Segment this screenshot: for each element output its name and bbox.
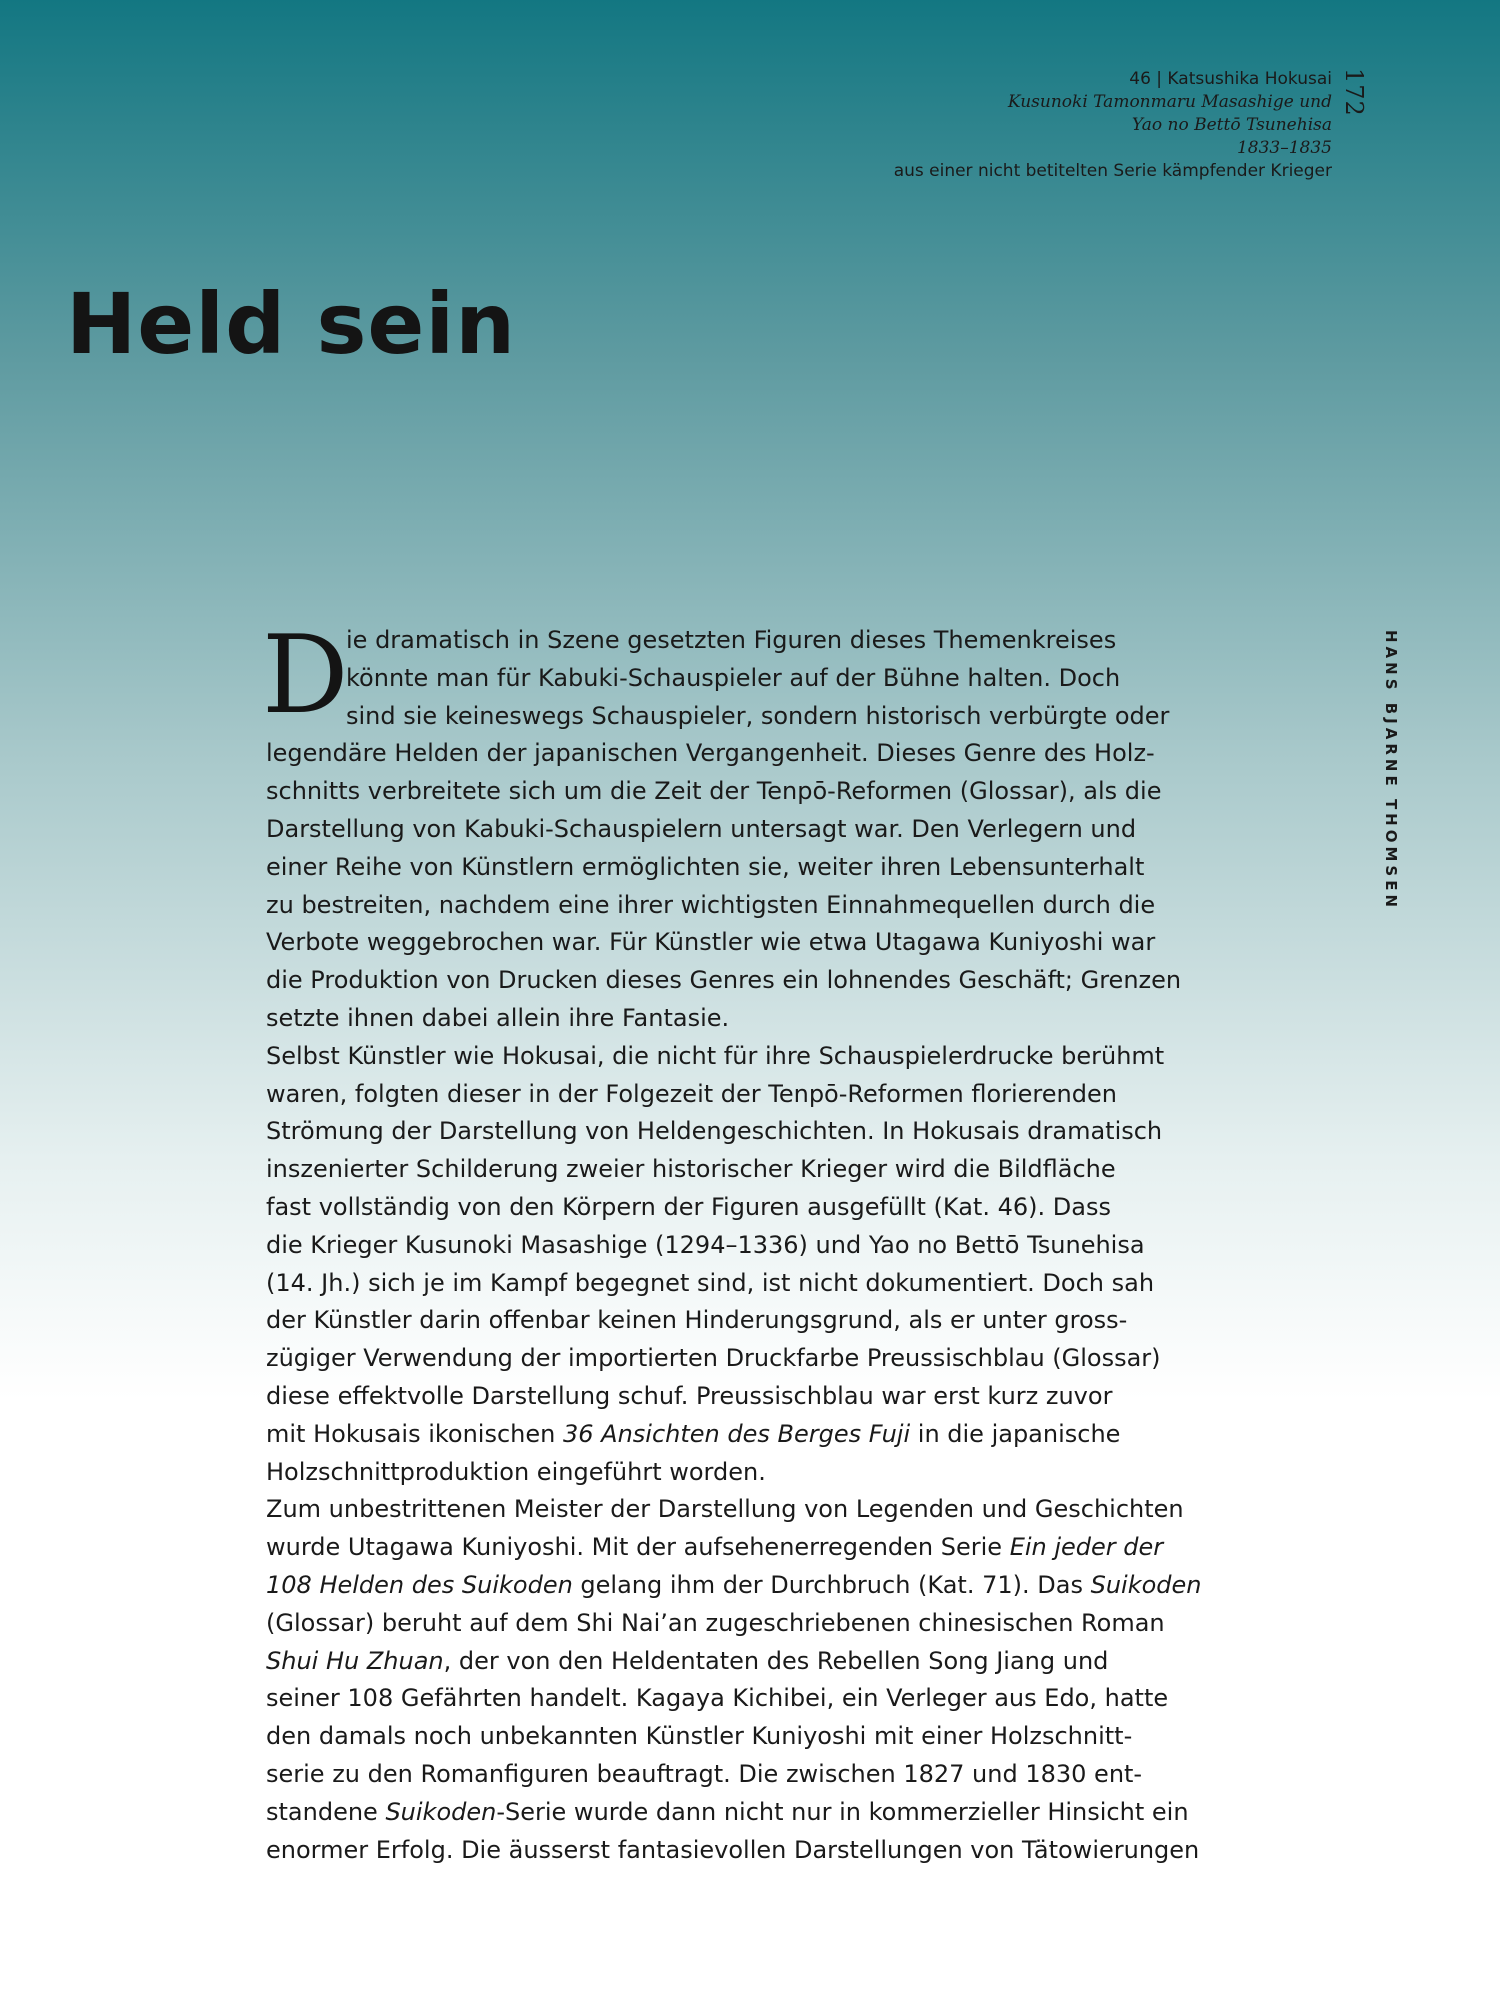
caption-title-line-1: Kusunoki Tamonmaru Masashige und xyxy=(1007,92,1332,112)
text-run: standene xyxy=(266,1797,386,1826)
book-title: 36 Ansichten des Berges Fuji xyxy=(563,1419,911,1448)
body-line: schnitts verbreitete sich um die Zeit der Tenpō-Reformen (Glossar), als die xyxy=(266,777,1162,806)
body-line: Darstellung von Kabuki-Schauspielern untersagt war. Den Verlegern und xyxy=(266,814,1137,843)
body-line: fast vollständig von den Körpern der Figuren ausgefüllt (Kat. 46). Dass xyxy=(266,1192,1111,1221)
author-name: HANS BJARNE THOMSEN xyxy=(1382,630,1400,912)
body-line: die Produktion von Drucken dieses Genres ein lohnendes Geschäft; Grenzen xyxy=(266,966,1182,995)
text-run: gelang ihm der Durchbruch (Kat. 71). Das xyxy=(572,1570,1091,1599)
body-line: die Krieger Kusunoki Masashige (1294–1336) und Yao no Bettō Tsunehisa xyxy=(266,1230,1145,1259)
body-line: zügiger Verwendung der importierten Druckfarbe Preussischblau (Glossar) xyxy=(266,1344,1161,1373)
body-line: den damals noch unbekannten Künstler Kuniyoshi mit einer Holzschnitt- xyxy=(266,1722,1133,1751)
text-run: in die japanische xyxy=(910,1419,1121,1448)
body-line: waren, folgten dieser in der Folgezeit der Tenpō-Reformen florierenden xyxy=(266,1079,1117,1108)
work-title: Suikoden xyxy=(385,1797,497,1826)
work-title: Suikoden xyxy=(1090,1570,1202,1599)
body-line: diese effektvolle Darstellung schuf. Preussischblau war erst kurz zuvor xyxy=(266,1381,1113,1410)
page-number: 172 xyxy=(1340,68,1368,117)
text-run: mit Hokusais ikonischen xyxy=(266,1419,563,1448)
drop-cap: D xyxy=(262,613,349,738)
body-line: sind sie keineswegs Schauspieler, sondern historisch verbürgte oder xyxy=(346,701,1170,730)
body-line: enormer Erfolg. Die äusserst fantasievollen Darstellungen von Tätowierungen xyxy=(266,1835,1200,1864)
page-title: Held sein xyxy=(66,275,516,373)
body-line: Zum unbestrittenen Meister der Darstellung von Legenden und Geschichten xyxy=(266,1495,1184,1524)
body-line: legendäre Helden der japanischen Vergangenheit. Dieses Genre des Holz- xyxy=(266,739,1155,768)
body-line: einer Reihe von Künstlern ermöglichten sie, weiter ihren Lebensunterhalt xyxy=(266,852,1145,881)
body-line: (Glossar) beruht auf dem Shi Nai’an zugeschriebenen chinesischen Roman xyxy=(266,1608,1165,1637)
text-run: wurde Utagawa Kuniyoshi. Mit der aufsehenerregenden Serie xyxy=(266,1533,1010,1562)
body-line xyxy=(266,1529,1164,1567)
body-line xyxy=(266,1643,1146,1681)
body-line: Verbote weggebrochen war. Für Künstler wie etwa Utagawa Kuniyoshi war xyxy=(266,928,1156,957)
series-title: Ein jeder der xyxy=(1009,1533,1164,1562)
body-line: zu bestreiten, nachdem eine ihrer wichtigsten Einnahmequellen durch die xyxy=(266,890,1156,919)
body-line: inszenierter Schilderung zweier historischer Krieger wird die Bildfläche xyxy=(266,1155,1116,1184)
body-line: Holzschnittproduktion eingeführt worden. xyxy=(266,1457,766,1486)
body-line: ie dramatisch in Szene gesetzten Figuren dieses Themenkreises xyxy=(346,626,1117,654)
caption-series: aus einer nicht betitelten Serie kämpfender Krieger xyxy=(893,161,1332,181)
body-line xyxy=(266,1794,1189,1832)
text-run: , der von den Heldentaten des Rebellen Song Jiang und xyxy=(443,1646,1109,1675)
body-line: könnte man für Kabuki-Schauspieler auf der Bühne halten. Doch xyxy=(346,663,1121,692)
body-line: seiner 108 Gefährten handelt. Kagaya Kichibei, ein Verleger aus Edo, hatte xyxy=(266,1684,1169,1713)
artwork-caption xyxy=(632,68,1332,183)
caption-title-line-2: Yao no Bettō Tsunehisa xyxy=(1131,115,1332,135)
body-line: setzte ihnen dabei allein ihre Fantasie. xyxy=(266,1003,730,1032)
caption-date: 1833–1835 xyxy=(1236,138,1332,158)
caption-catalog-artist: 46 | Katsushika Hokusai xyxy=(1129,69,1332,89)
body-line: Selbst Künstler wie Hokusai, die nicht für ihre Schauspielerdrucke berühmt xyxy=(266,1041,1165,1070)
body-line xyxy=(266,1416,1146,1454)
text-run: -Serie wurde dann nicht nur in kommerzieller Hinsicht ein xyxy=(496,1797,1189,1826)
article-body xyxy=(266,622,1202,1869)
novel-title: Shui Hu Zhuan xyxy=(266,1646,444,1675)
body-line: Strömung der Darstellung von Heldengeschichten. In Hokusais dramatisch xyxy=(266,1117,1163,1146)
body-line: (14. Jh.) sich je im Kampf begegnet sind, ist nicht dokumentiert. Doch sah xyxy=(266,1268,1155,1297)
body-line xyxy=(266,1567,1202,1605)
body-line: der Künstler darin offenbar keinen Hinderungsgrund, als er unter gross- xyxy=(266,1306,1128,1335)
body-line: serie zu den Romanfiguren beauftragt. Die zwischen 1827 und 1830 ent- xyxy=(266,1759,1143,1788)
series-title: 108 Helden des Suikoden xyxy=(266,1570,573,1599)
